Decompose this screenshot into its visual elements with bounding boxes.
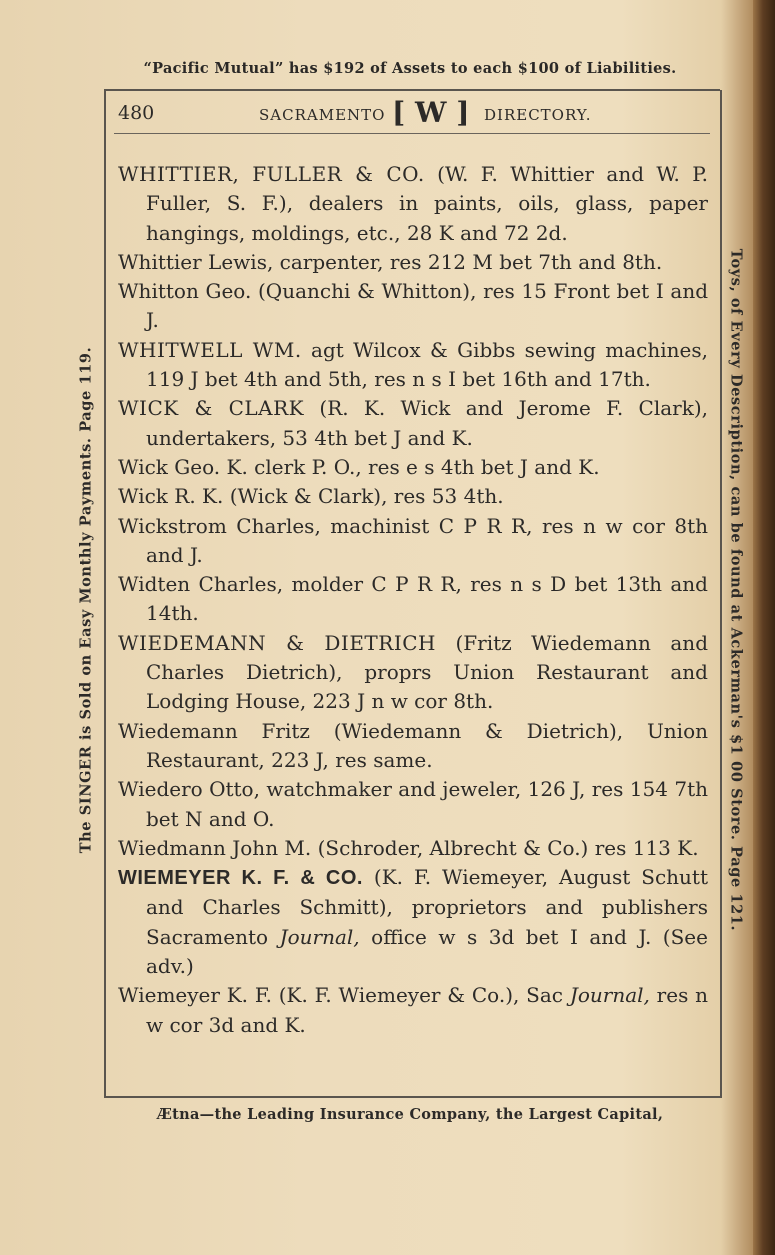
entry-details: (K. F. Wiemeyer, August Schutt and Charles Schmitt), proprietors and publishers Sacramento xyxy=(146,865,708,949)
journal-title: Journal, xyxy=(569,983,650,1008)
entry-name: Wiedemann Fritz xyxy=(118,718,310,743)
entry-name: WIEDEMANN & DIETRICH xyxy=(118,630,436,655)
entry xyxy=(118,570,708,629)
entry-details: (K. F. Wiemeyer & Co.), Sac xyxy=(271,983,570,1008)
entry xyxy=(118,482,708,511)
entry-details: res n w cor 3d and K. xyxy=(146,983,709,1037)
entry-details: (Quanchi & Whitton), res 15 Front bet I and J. xyxy=(146,279,709,333)
entry-details: clerk P. O., res e s 4th bet J and K. xyxy=(247,454,600,479)
bottom-advertisement: Ætna—the Leading Insurance Company, the Largest Capital, xyxy=(156,1106,664,1123)
entry-name: WIEMEYER K. F. & CO. xyxy=(118,867,363,890)
entry-details: agt Wilcox & Gibbs sewing machines, 119 J bet 4th and 5th, res n s I bet 16th and 17th. xyxy=(146,337,708,392)
entry-name: WICK & CLARK xyxy=(118,396,305,421)
entry-details: (Schroder, Albrecht & Co.) res 113 K. xyxy=(311,835,699,860)
entry-details: (Fritz Wiedemann and Charles Dietrich), proprs Union Restaurant and Lodging House, 223 J n w cor 8th. xyxy=(146,630,708,714)
entry xyxy=(118,453,708,482)
entry-name: Wickstrom Charles, xyxy=(118,513,321,538)
page-number: 480 xyxy=(118,102,155,124)
entry-details: (Wiedemann & Dietrich), Union Restaurant, 223 J, res same. xyxy=(146,718,708,772)
entry-name: WHITWELL WM. xyxy=(118,337,302,362)
entry xyxy=(118,981,708,1040)
entry xyxy=(118,512,708,571)
entry-details: carpenter, res 212 M bet 7th and 8th. xyxy=(273,249,663,274)
book-spine xyxy=(753,0,775,1255)
right-margin-text: Toys, of Every Description, can be found at Ackerman's $1 00 Store. Page 121. xyxy=(727,248,745,932)
entry-name: Wick R. K. xyxy=(118,484,224,509)
entry-name: Wiedmann John M. xyxy=(118,835,312,860)
entry-details: (W. F. Whittier and W. P. Fuller, S. F.), dealers in paints, oils, glass, paper hangings, moldings, etc., 28 K and 72 2d. xyxy=(146,162,708,245)
entry-name: Wick Geo. K. xyxy=(118,454,248,479)
entry-details: office w s 3d bet I and J. (See adv.) xyxy=(146,924,708,979)
entry-name: Wiedero Otto, xyxy=(118,777,260,802)
entry xyxy=(118,834,708,863)
entry xyxy=(118,717,708,776)
left-margin-text: The SINGER is Sold on Easy Monthly Payments. Page 119. xyxy=(77,346,95,854)
running-head-directory: DIRECTORY. xyxy=(484,106,592,124)
entry-details: watchmaker and jeweler, 126 J, res 154 7th bet N and O. xyxy=(146,777,708,831)
journal-title: Journal, xyxy=(279,924,360,949)
entry-name: WHITTIER, FULLER & CO. xyxy=(118,162,425,186)
running-head-city: SACRAMENTO xyxy=(259,106,386,124)
entry-details: (Wick & Clark), res 53 4th. xyxy=(223,484,504,509)
header-rule xyxy=(114,133,710,134)
running-head xyxy=(118,98,708,128)
top-advertisement: “Pacific Mutual” has $192 of Assets to each $100 of Liabilities. xyxy=(143,60,677,77)
entry xyxy=(118,629,708,717)
entry xyxy=(118,863,708,981)
entry-details: machinist C P R R, res n w cor 8th and J. xyxy=(146,513,709,567)
entry xyxy=(118,277,708,336)
entry xyxy=(118,394,708,453)
directory-entries xyxy=(118,160,708,1040)
entry-details: (R. K. Wick and Jerome F. Clark), undertakers, 53 4th bet J and K. xyxy=(146,396,708,450)
entry xyxy=(118,775,708,834)
entry xyxy=(118,160,708,248)
entry xyxy=(118,248,708,277)
entry-name: Whitton Geo. xyxy=(118,279,252,304)
entry-name: Wiemeyer K. F. xyxy=(118,983,272,1008)
entry-name: Whittier Lewis, xyxy=(118,249,274,274)
entry-name: Widten Charles, xyxy=(118,572,284,597)
entry xyxy=(118,336,708,395)
running-head-letter: [ W ] xyxy=(392,96,470,129)
entry-details: molder C P R R, res n s D bet 13th and 14th. xyxy=(146,572,708,626)
